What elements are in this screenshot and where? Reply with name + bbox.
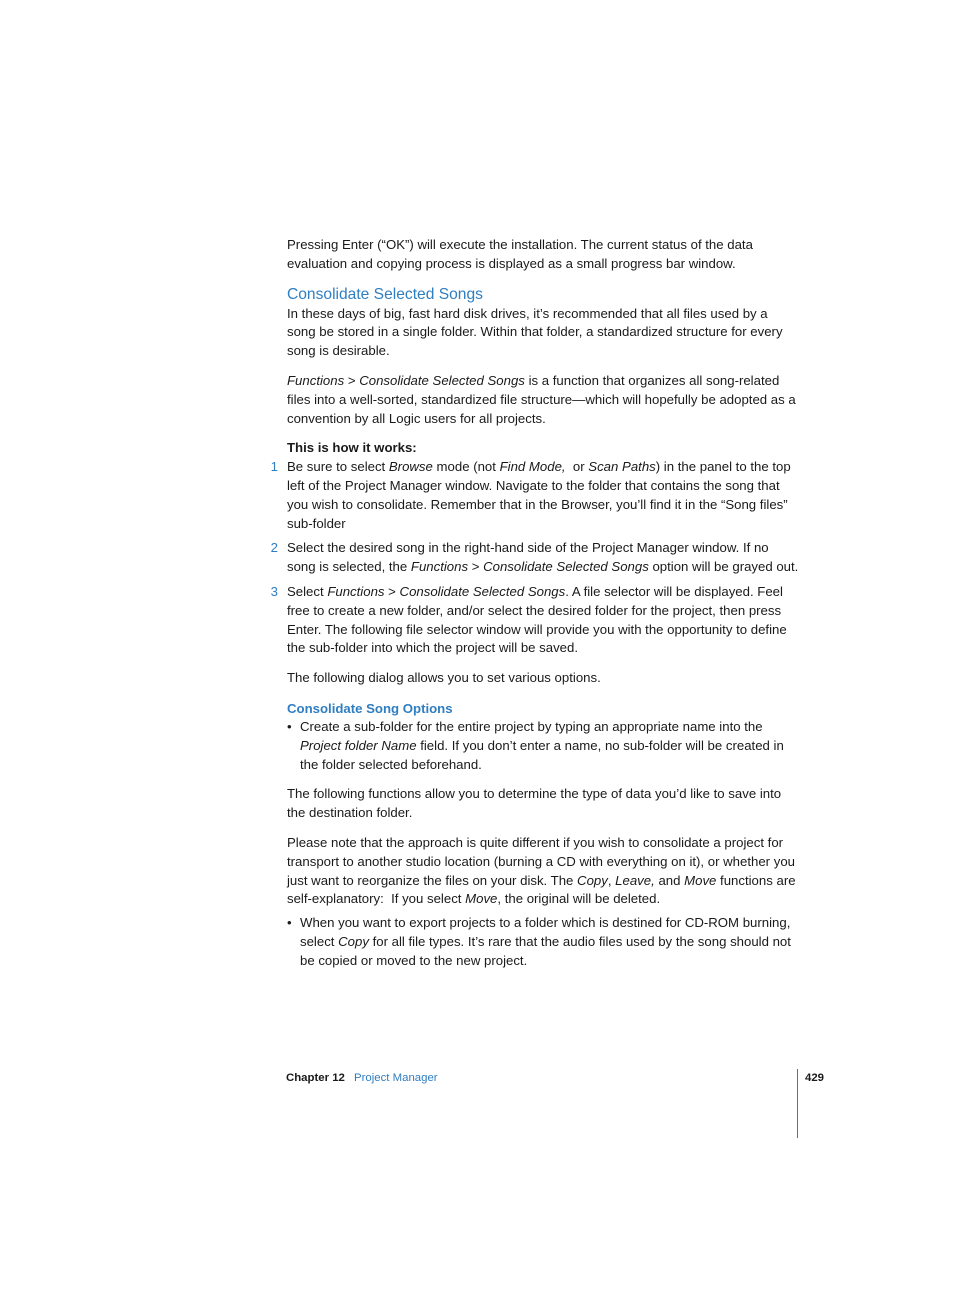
text-run: mode (not bbox=[432, 459, 500, 475]
text-run-italic: Consolidate Selected Songs bbox=[483, 559, 649, 575]
menu-ref-functions: Functions bbox=[287, 372, 345, 388]
text-run: When you want to export projects to a folder which is destined for CD-ROM burning, select bbox=[300, 915, 791, 949]
text-run: , the original will be deleted. bbox=[497, 891, 661, 907]
text-run-italic: Find Mode, bbox=[499, 459, 566, 475]
steps-list bbox=[270, 458, 799, 658]
bullet-item bbox=[287, 718, 799, 774]
text-run: ) in the panel to the top left of the Project Manager window. Navigate to the folder that contains the song that you wish to consolidate. Remember that in the Browser, you’ll find it in the “Song files” sub-folder bbox=[287, 459, 791, 531]
text-run-italic: Move bbox=[684, 872, 717, 888]
howto-label: This is how it works: bbox=[287, 440, 417, 456]
text-run: field. If you don’t enter a name, no sub-folder will be created in the folder selected beforehand. bbox=[300, 737, 784, 772]
text-run: is a function that organizes all song-related files into a well-sorted, standardized file structure—which will hopefully be adopted as a convention by all Logic users for all projects. bbox=[287, 372, 796, 426]
text-run-italic: Copy bbox=[577, 872, 608, 888]
intro-paragraph: Pressing Enter (“OK”) will execute the installation. The current status of the data evaluation and copying process is displayed as a small progress bar window. bbox=[287, 237, 753, 271]
page-content bbox=[270, 236, 800, 982]
footer-rule bbox=[797, 1069, 798, 1138]
text-run-italic: Scan Paths bbox=[588, 459, 656, 475]
section-paragraph-1: In these days of big, fast hard disk drives, it’s recommended that all files used by a song be stored in a single folder. Within that folder, a standardized structure for every song is desirable. bbox=[287, 305, 783, 359]
page-footer bbox=[286, 1068, 826, 1088]
subsection-paragraph-1: The following functions allow you to determine the type of data you’d like to save into the destination folder. bbox=[287, 786, 782, 821]
text-run: option will be grayed out. bbox=[648, 559, 799, 575]
step-item bbox=[270, 458, 799, 533]
menu-ref-consolidate: Consolidate Selected Songs bbox=[359, 372, 525, 388]
text-run-italic: Project folder Name bbox=[300, 737, 417, 753]
bullet-glyph: • bbox=[287, 718, 292, 734]
footer-chapter-title: Project Manager bbox=[354, 1072, 438, 1084]
text-run-italic: Move bbox=[465, 891, 498, 907]
text-run: > bbox=[344, 372, 360, 388]
step-item bbox=[270, 539, 799, 577]
text-run: functions are self-explanatory: If you select bbox=[287, 872, 800, 907]
text-run: Please note that the approach is quite different if you wish to consolidate a project for transport to another studio location (burning a CD with everything on it), or whether you just want to reorganize the files on your disk. The bbox=[287, 834, 795, 888]
section-heading: Consolidate Selected Songs bbox=[287, 285, 483, 303]
text-run-italic: Browse bbox=[388, 459, 433, 475]
footer-page-number: 429 bbox=[805, 1072, 825, 1084]
text-run-italic: Functions bbox=[327, 583, 385, 599]
step-item bbox=[270, 583, 799, 658]
text-run: > bbox=[468, 559, 484, 575]
bullet-list-2 bbox=[287, 914, 799, 970]
text-run: . A file selector will be displayed. Feel free to create a new folder, and/or select the desired folder for the project, then press Enter. The following file selector window will provide you with the opportunity to define the sub-folder into which the project will be saved. bbox=[287, 583, 787, 656]
text-run: Create a sub-folder for the entire project by typing an appropriate name into the bbox=[300, 718, 763, 734]
text-run: and bbox=[654, 872, 685, 888]
text-run: or bbox=[565, 459, 589, 475]
text-run-italic: Functions bbox=[410, 559, 469, 575]
text-run: for all file types. It’s rare that the audio files used by the song should not be copied or moved to the new project. bbox=[300, 933, 791, 968]
text-run: > bbox=[384, 583, 400, 599]
text-run-italic: Leave, bbox=[615, 872, 655, 888]
step-number: 3 bbox=[270, 583, 278, 599]
section-paragraph-3: The following dialog allows you to set various options. bbox=[287, 670, 601, 686]
bullet-item bbox=[287, 914, 799, 970]
text-run-italic: Copy bbox=[338, 933, 369, 949]
text-run: Select the desired song in the right-hand side of the Project Manager window. If no song is selected, the bbox=[287, 540, 769, 575]
step-number: 2 bbox=[270, 540, 278, 556]
text-run-italic: Consolidate Selected Songs bbox=[399, 583, 566, 599]
text-run: Select bbox=[287, 583, 328, 599]
subsection-paragraph-2 bbox=[287, 834, 799, 909]
section-paragraph-2 bbox=[287, 372, 799, 428]
subsection-heading: Consolidate Song Options bbox=[287, 700, 453, 716]
bullet-list-1 bbox=[287, 718, 799, 774]
step-number: 1 bbox=[270, 459, 278, 475]
bullet-glyph: • bbox=[287, 915, 292, 931]
text-run: Be sure to select bbox=[287, 459, 389, 475]
footer-chapter: Chapter 12 bbox=[286, 1072, 345, 1084]
text-run: , bbox=[607, 872, 616, 888]
